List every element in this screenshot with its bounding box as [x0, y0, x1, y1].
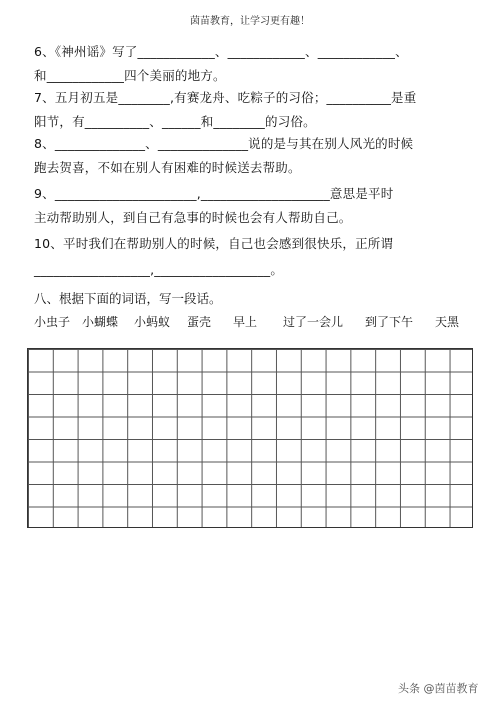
question-9-line2: 主动帮助别人，到自己有急事的时候也会有人帮助自己。	[34, 210, 352, 225]
word-item: 小蝴蝶	[82, 315, 119, 329]
writing-grid	[27, 348, 473, 528]
word-item: 蛋壳	[187, 315, 212, 329]
question-7-line1: 7、五月初五是________,有赛龙舟、吃粽子的习俗；__________是重	[34, 90, 417, 105]
question-8-line1: 8、______________、______________说的是与其在别人风光的时候	[34, 136, 414, 151]
page-header: 茵苗教育，让学习更有趣！	[190, 16, 310, 27]
word-item: 天黑	[435, 315, 460, 329]
question-8-line2: 跑去贺喜，不如在别人有困难的时候送去帮助。	[34, 160, 301, 175]
question-7-line2: 阳节，有__________、______和________的习俗。	[34, 114, 316, 129]
question-10-line1: 10、平时我们在帮助别人的时候，自己也会感到很快乐，正所谓	[34, 236, 394, 251]
watermark: 头条 @茵苗教育	[398, 682, 479, 695]
word-item: 早上	[233, 315, 258, 329]
word-item: 小蚂蚁	[134, 315, 171, 329]
word-item: 到了下午	[365, 315, 414, 329]
word-item: 小虫子	[34, 315, 71, 329]
question-9-line1: 9、______________________,____________________意思是平时	[34, 186, 394, 201]
section-eight-title: 八、根据下面的词语，写一段话。	[34, 291, 222, 306]
question-6-line2: 和____________四个美丽的地方。	[34, 68, 226, 83]
word-item: 过了一会儿	[283, 315, 344, 329]
question-10-line2: __________________,__________________。	[34, 262, 284, 277]
question-6-line1: 6、《神州谣》写了____________、____________、____________、	[34, 44, 408, 59]
